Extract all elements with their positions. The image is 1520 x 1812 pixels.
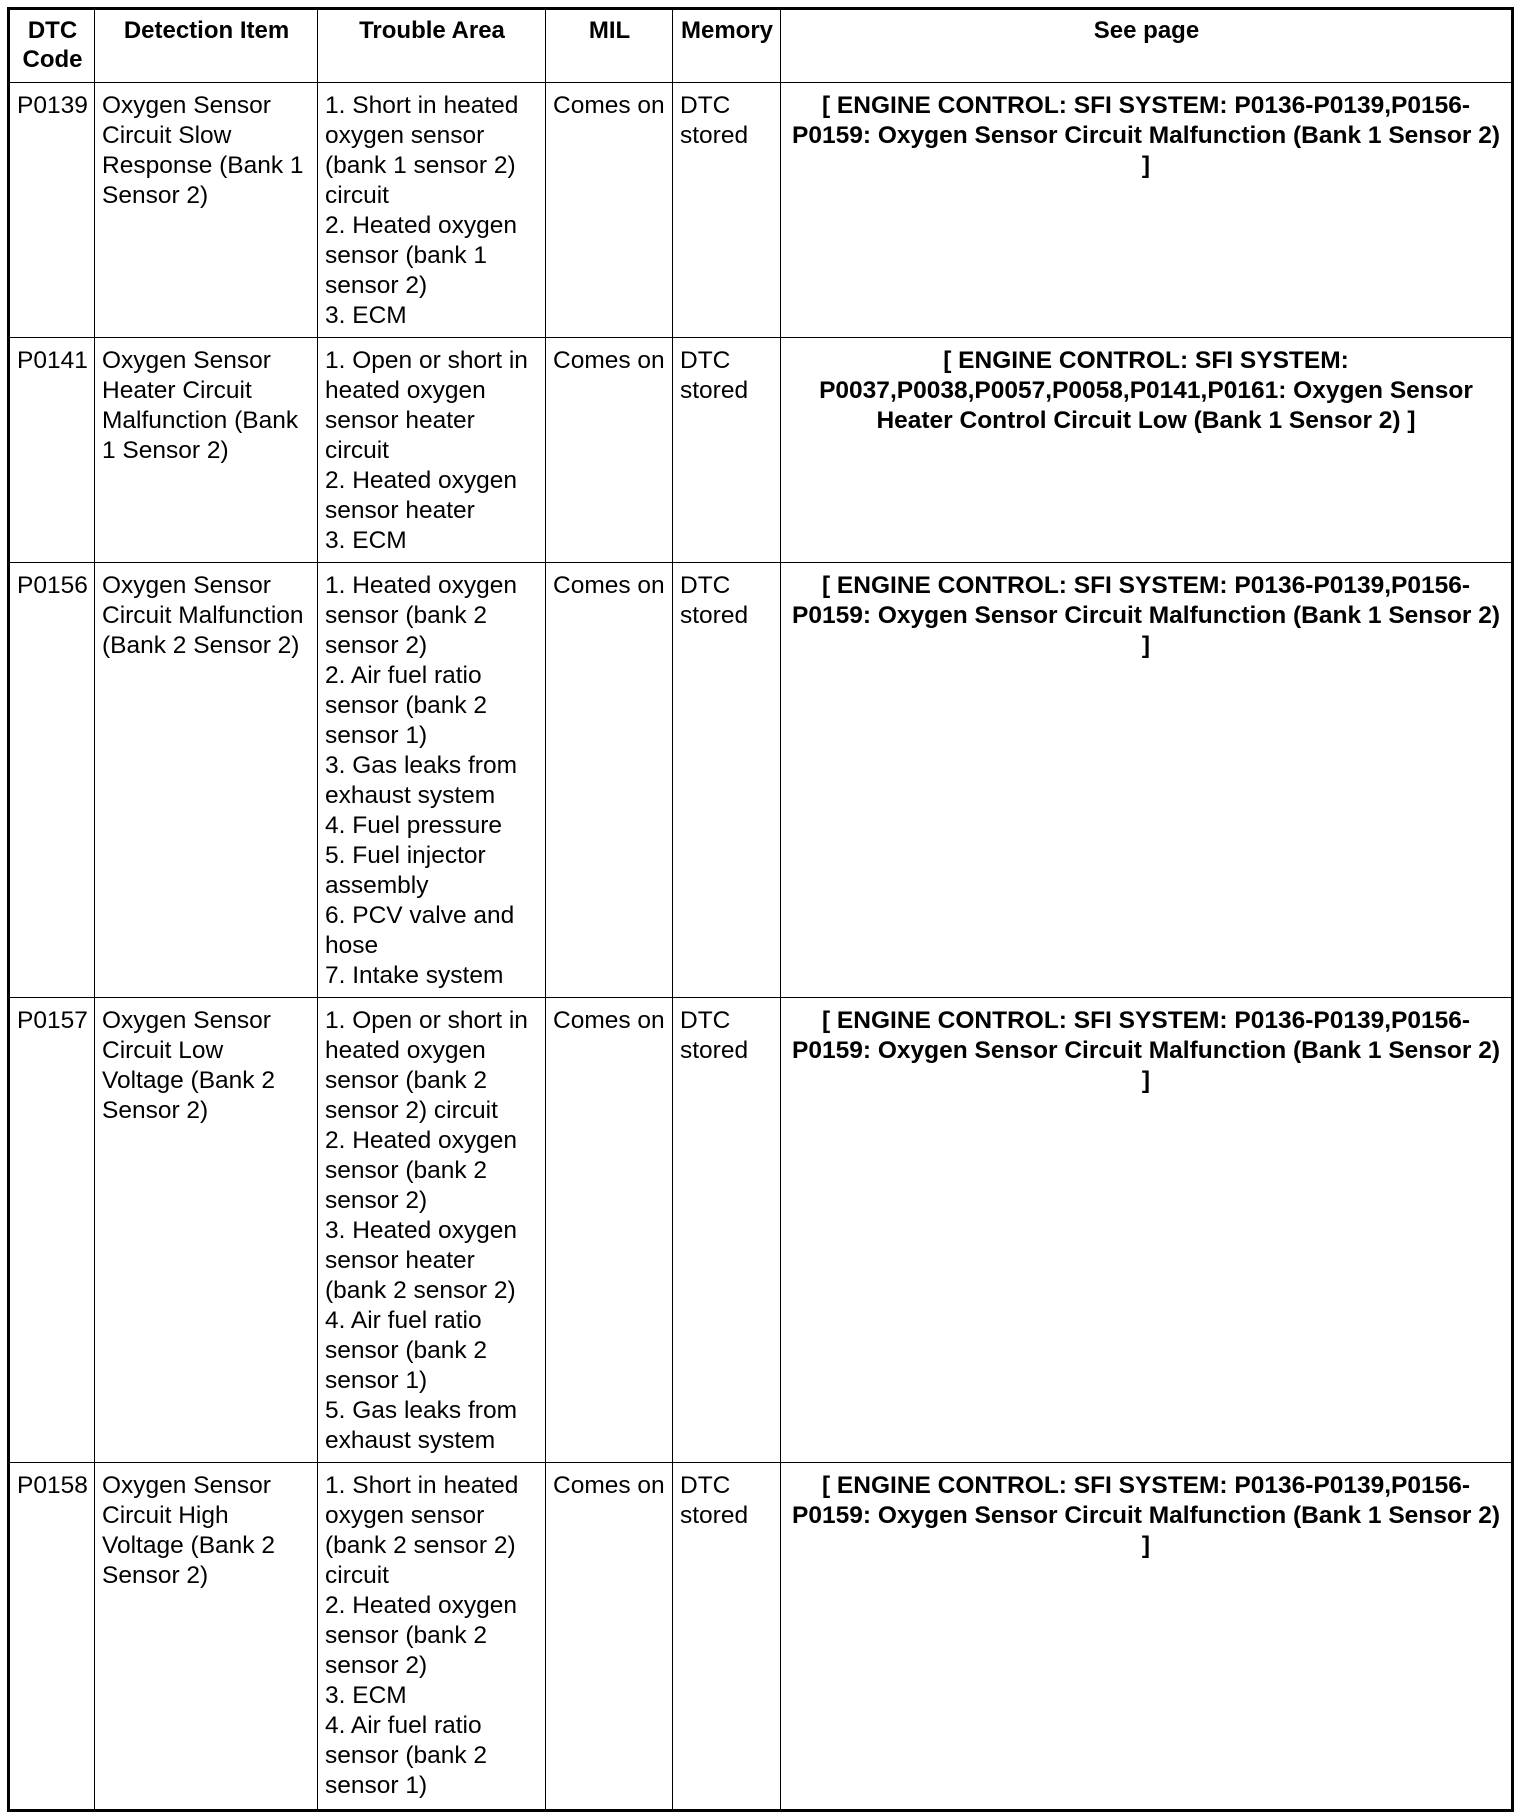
trouble-area-item: 6. PCV valve and hose <box>325 902 515 959</box>
trouble-area-item: 3. Gas leaks from exhaust system <box>325 752 517 809</box>
see-page-link[interactable]: [ ENGINE CONTROL: SFI SYSTEM: P0136-P0139,P0156-P0159: Oxygen Sensor Circuit Malfunction (Bank 1 Sensor 2) ] <box>781 998 1513 1463</box>
table-row <box>9 83 1513 338</box>
mil-status: Comes on <box>546 998 673 1463</box>
table-header <box>9 9 1513 83</box>
memory-status: DTC stored <box>673 1463 781 1811</box>
see-page-link[interactable]: [ ENGINE CONTROL: SFI SYSTEM: P0136-P0139,P0156-P0159: Oxygen Sensor Circuit Malfunction (Bank 1 Sensor 2) ] <box>781 83 1513 338</box>
header-detection-item: Detection Item <box>95 9 318 83</box>
trouble-area-item: 7. Intake system <box>325 962 504 989</box>
table-row <box>9 338 1513 563</box>
detection-item: Oxygen Sensor Heater Circuit Malfunction (Bank 1 Sensor 2) <box>95 338 318 563</box>
detection-item: Oxygen Sensor Circuit Slow Response (Bank 1 Sensor 2) <box>95 83 318 338</box>
trouble-area <box>318 563 546 998</box>
header-memory: Memory <box>673 9 781 83</box>
table-body <box>9 83 1513 1811</box>
detection-item: Oxygen Sensor Circuit Low Voltage (Bank 2 Sensor 2) <box>95 998 318 1463</box>
trouble-area <box>318 1463 546 1811</box>
trouble-area <box>318 83 546 338</box>
mil-status: Comes on <box>546 1463 673 1811</box>
detection-item: Oxygen Sensor Circuit Malfunction (Bank 2 Sensor 2) <box>95 563 318 998</box>
dtc-code: P0157 <box>9 998 95 1463</box>
trouble-area-item: 1. Open or short in heated oxygen sensor heater circuit <box>325 347 528 464</box>
see-page-link[interactable]: [ ENGINE CONTROL: SFI SYSTEM: P0037,P0038,P0057,P0058,P0141,P0161: Oxygen Sensor Heater Control Circuit Low (Bank 1 Sensor 2) ] <box>781 338 1513 563</box>
trouble-area-item: 1. Short in heated oxygen sensor (bank 2 sensor 2) circuit <box>325 1472 519 1589</box>
trouble-area-item: 3. ECM <box>325 1682 407 1709</box>
trouble-area-item: 4. Air fuel ratio sensor (bank 2 sensor 1) <box>325 1307 488 1394</box>
header-see-page: See page <box>781 9 1513 83</box>
mil-status: Comes on <box>546 563 673 998</box>
mil-status: Comes on <box>546 83 673 338</box>
trouble-area-item: 3. Heated oxygen sensor heater (bank 2 sensor 2) <box>325 1217 518 1304</box>
table-row <box>9 1463 1513 1811</box>
header-trouble-area: Trouble Area <box>318 9 546 83</box>
trouble-area-item: 3. ECM <box>325 527 407 554</box>
trouble-area-item: 4. Fuel pressure <box>325 812 503 839</box>
trouble-area <box>318 338 546 563</box>
trouble-area-item: 2. Heated oxygen sensor (bank 2 sensor 2) <box>325 1127 518 1214</box>
table-row <box>9 563 1513 998</box>
header-mil: MIL <box>546 9 673 83</box>
header-dtc-code: DTC Code <box>9 9 95 83</box>
memory-status: DTC stored <box>673 338 781 563</box>
trouble-area-item: 1. Open or short in heated oxygen sensor (bank 2 sensor 2) circuit <box>325 1007 528 1124</box>
trouble-area-item: 2. Heated oxygen sensor (bank 2 sensor 2) <box>325 1592 518 1679</box>
memory-status: DTC stored <box>673 83 781 338</box>
trouble-area-item: 2. Air fuel ratio sensor (bank 2 sensor 1) <box>325 662 488 749</box>
header-row <box>9 9 1513 83</box>
dtc-table <box>7 7 1514 1812</box>
table-row <box>9 998 1513 1463</box>
see-page-link[interactable]: [ ENGINE CONTROL: SFI SYSTEM: P0136-P0139,P0156-P0159: Oxygen Sensor Circuit Malfunction (Bank 1 Sensor 2) ] <box>781 563 1513 998</box>
trouble-area-item: 4. Air fuel ratio sensor (bank 2 sensor 1) <box>325 1712 488 1799</box>
trouble-area-item: 2. Heated oxygen sensor heater <box>325 467 518 524</box>
trouble-area <box>318 998 546 1463</box>
trouble-area-item: 2. Heated oxygen sensor (bank 1 sensor 2) <box>325 212 518 299</box>
detection-item: Oxygen Sensor Circuit High Voltage (Bank 2 Sensor 2) <box>95 1463 318 1811</box>
dtc-code: P0141 <box>9 338 95 563</box>
dtc-code: P0158 <box>9 1463 95 1811</box>
trouble-area-item: 1. Short in heated oxygen sensor (bank 1 sensor 2) circuit <box>325 92 519 209</box>
memory-status: DTC stored <box>673 563 781 998</box>
trouble-area-item: 3. ECM <box>325 302 407 329</box>
dtc-code: P0156 <box>9 563 95 998</box>
see-page-link[interactable]: [ ENGINE CONTROL: SFI SYSTEM: P0136-P0139,P0156-P0159: Oxygen Sensor Circuit Malfunction (Bank 1 Sensor 2) ] <box>781 1463 1513 1811</box>
dtc-code: P0139 <box>9 83 95 338</box>
mil-status: Comes on <box>546 338 673 563</box>
memory-status: DTC stored <box>673 998 781 1463</box>
trouble-area-item: 5. Fuel injector assembly <box>325 842 486 899</box>
trouble-area-item: 1. Heated oxygen sensor (bank 2 sensor 2) <box>325 572 518 659</box>
trouble-area-item: 5. Gas leaks from exhaust system <box>325 1397 517 1454</box>
